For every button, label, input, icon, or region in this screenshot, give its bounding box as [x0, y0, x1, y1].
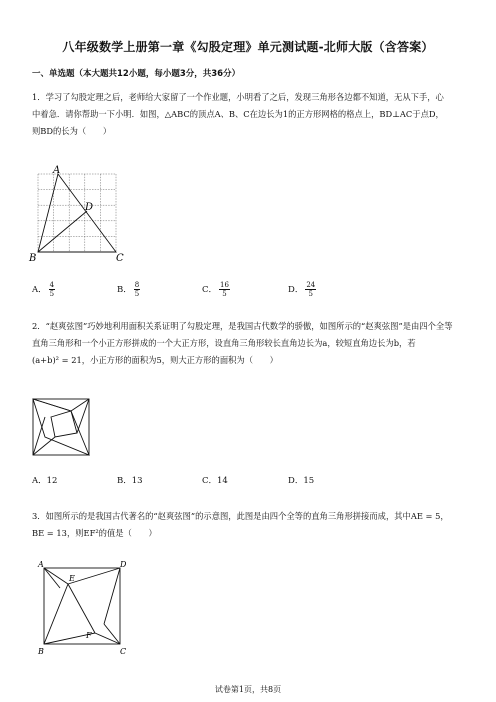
option-c[interactable]: C．14: [202, 476, 228, 486]
question-3-line-2: BE = 13，则EF²的值是（ ）: [32, 528, 157, 538]
option-b[interactable]: B． $\frac{8}{5}$: [117, 281, 140, 298]
question-2-line-1: 2．“赵爽弦图”巧妙地利用面积关系证明了勾股定理，是我国古代数学的骄傲，如图所示的“赵爽弦图”是由四个全等: [32, 321, 453, 331]
question-1-line-2: 中着急．请你帮助一下小明．如图，△ABC的顶点A、B、C在边长为1的正方形网格的格点上，BD⊥AC于点D，: [32, 109, 444, 119]
question-1-text: [32, 89, 472, 140]
option-c[interactable]: C． $\frac{16}{5}$: [202, 281, 229, 298]
question-3-line-1: 3．如图所示的是我国古代著名的“赵爽弦图”的示意图，此图是由四个全等的直角三角形拼接而成，其中AE = 5，: [32, 511, 449, 521]
label-f: F: [86, 631, 92, 640]
label-e: E: [69, 574, 75, 583]
label-b: B: [38, 647, 44, 656]
option-d[interactable]: D．15: [288, 476, 315, 486]
section-heading: 一、单选题（本大题共12小题，每小题3分，共36分）: [32, 69, 241, 79]
question-3-zhaoshuang-figure: [36, 560, 132, 656]
label-a: A: [38, 560, 44, 569]
label-c: C: [116, 253, 124, 264]
question-2-line-2: 直角三角形和一个小正方形拼成的一个大正方形，设直角三角形较长直角边长为a，较短直角边长为b，若: [32, 338, 416, 348]
question-2-line-3: (a+b)² = 21，小正方形的面积为5，则大正方形的面积为（ ）: [32, 355, 278, 365]
label-c: C: [120, 647, 127, 656]
page-footer: 试卷第1页，共8页: [214, 685, 282, 694]
document-title: 八年级数学上册第一章《勾股定理》单元测试题-北师大版（含答案）: [62, 40, 434, 54]
label-a: A: [53, 165, 61, 176]
question-2-text: [32, 318, 472, 369]
option-a[interactable]: A． $\frac{4}{5}$: [32, 281, 55, 298]
option-d[interactable]: D． $\frac{24}{5}$: [288, 281, 316, 298]
question-2-zhaoshuang-figure: [30, 396, 92, 458]
label-d: D: [85, 202, 94, 213]
option-a[interactable]: A．12: [32, 476, 58, 486]
option-b[interactable]: B．13: [117, 476, 143, 486]
question-1-grid-figure: [28, 164, 128, 264]
label-d: D: [120, 560, 127, 569]
question-1-line-3: 则BD的长为（ ）: [32, 126, 112, 136]
label-b: B: [29, 253, 37, 264]
question-3-text: [32, 508, 472, 542]
question-1-line-1: 1．学习了勾股定理之后，老师给大家留了一个作业题，小明看了之后，发现三角形各边都不知道，无从下手，心: [32, 92, 444, 102]
